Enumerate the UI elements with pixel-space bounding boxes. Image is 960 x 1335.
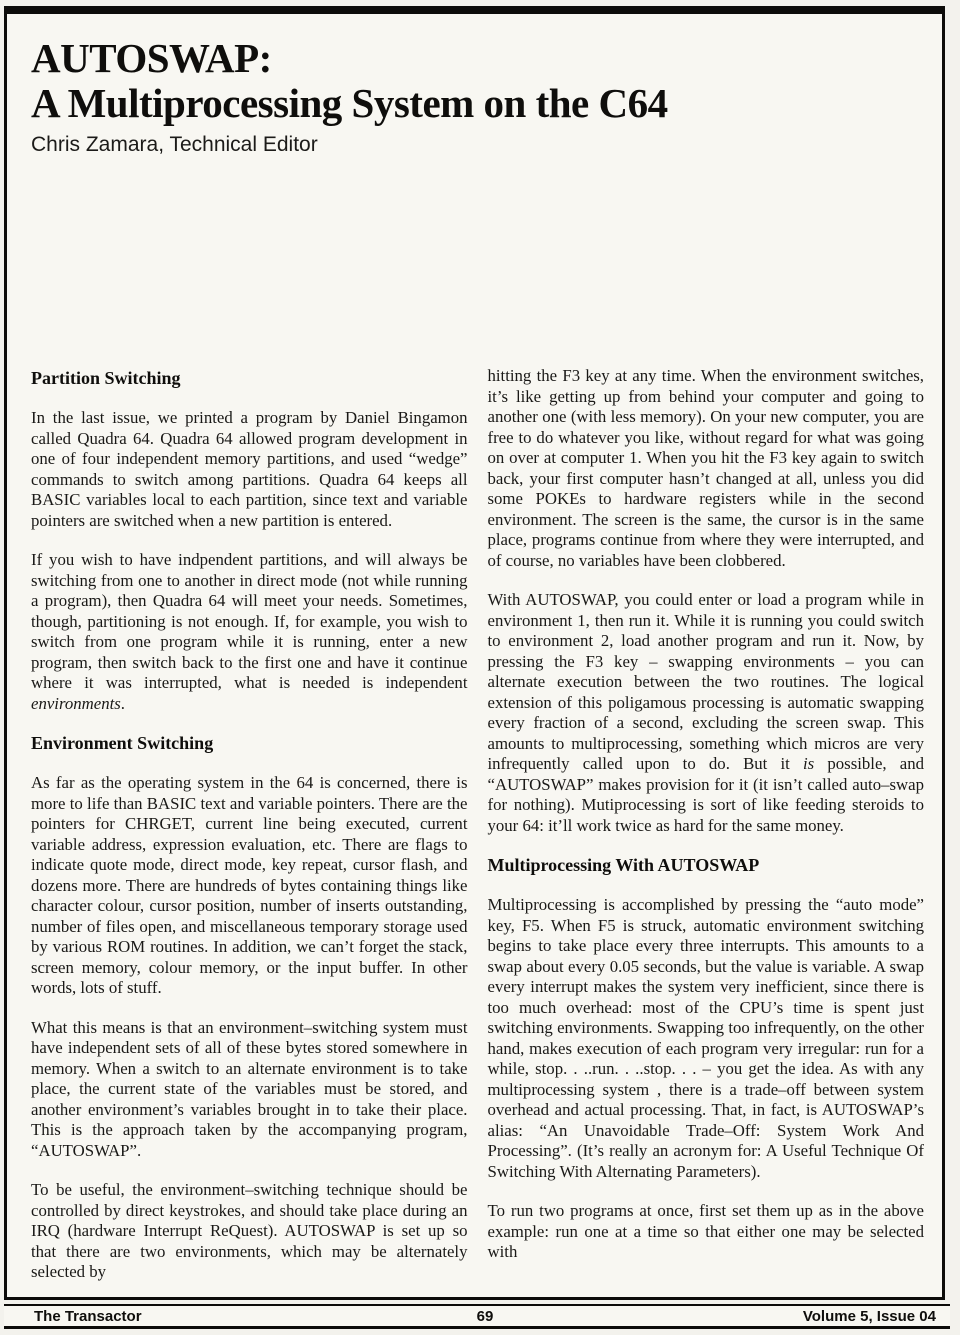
footer-volume-issue: Volume 5, Issue 04 bbox=[802, 1307, 936, 1325]
paragraph-auto-mode: Multiprocessing is accomplished by pressing the “auto mode” key, F5. When F5 is struck, automatic environment switching begins to take place every three interrupts. This amounts to a swap about every 0.05 seconds, but the value is variable. A swap every interrupt makes the system very inefficient, since there is too much overhead: most of the CPU’s time is spent just switching environments. Swapping too infrequently, on the other hand, makes execution of each program very irregular: run for a while, stop. . ..run. . ..stop. . . – you get the idea. As with any multiprocessing system , there is a trade–off between system overhead and actual processing. That, in fact, is AUTOSWAP’s alias: “An Unavoidable Trade–Off: System Work And Processing”. (It’s really an acronym for: A Useful Technique Of Switching With Alternating Parameters). bbox=[487, 895, 924, 1181]
paragraph-switching-system: What this means is that an environment–switching system must have independent sets of all of these bytes stored somewhere in memory. When a switch to an alternate environment is to take place, the current state of the variables must be stored, and another environment’s variables brought in to take their place. This is the approach taken by the accompanying program, “AUTOSWAP”. bbox=[31, 1017, 468, 1160]
article-title-line1: AUTOSWAP: bbox=[31, 35, 272, 81]
section-heading-partition-switching: Partition Switching bbox=[31, 368, 181, 388]
italic-word-environments: environments bbox=[31, 693, 121, 713]
article-header bbox=[31, 36, 911, 157]
paragraph-f3-key: hitting the F3 key at any time. When the environment switches, it’s like getting up from behind your computer and going to another one (with less memory). On your new computer, you are free to do whatever you like, without regard for what was going on over at computer 1. When you hit the F3 key again to switch back, your first computer hasn’t changed at all, unless you did some POKEs to hardware registers while in the second environment. The screen is the same, the cursor is in the same place, programs continue from where they were interrupted, and of course, no variables have been clobbered. bbox=[487, 366, 924, 570]
page-footer bbox=[4, 1304, 950, 1329]
paragraph-irq-keystrokes: To be useful, the environment–switching technique should be controlled by direct keystrokes, and should take place during an IRQ (hardware Interrupt ReQuest). AUTOSWAP is set up so that there are two environments, which may be alternately selected by bbox=[31, 1180, 468, 1281]
paragraph-quadra-intro: In the last issue, we printed a program by Daniel Bingamon called Quadra 64. Quadra 64 allowed program development in one of four independent memory partitions, and used “wedge” commands to switch among partitions. Quadra 64 keeps all BASIC variables local to each partition, since text and variable pointers are switched when a new partition is entered. bbox=[31, 408, 468, 530]
paragraph-text: With AUTOSWAP, you could enter or load a program while in environment 1, then run it. While it is running you could switch to environment 2, load another program and run it. Now, by pressing the F3 key – swapping environments – you can alternate execution between the two routines. The logical extension of this poligamous processing is automatic swapping every fraction of a second, excluding the screen swap. This amounts to multiprocessing, something which micros are very infrequently called upon to do. But it bbox=[487, 590, 924, 773]
italic-word-is: is bbox=[803, 754, 815, 773]
footer-magazine-name: The Transactor bbox=[34, 1307, 142, 1325]
paragraph-text: possible, and “AUTOSWAP” makes provision for it (it isn’t called auto–swap for nothing). Mutiprocessing is sort of like feeding steroids to your 64: it’ll work twice as hard for the same money. bbox=[487, 754, 924, 835]
page-border bbox=[4, 6, 945, 1300]
paragraph-text: . bbox=[120, 693, 125, 713]
article-body bbox=[31, 366, 924, 1302]
right-column bbox=[488, 366, 925, 1302]
section-heading-multiprocessing: Multiprocessing With AUTOSWAP bbox=[487, 855, 760, 875]
section-heading-environment-switching: Environment Switching bbox=[31, 733, 214, 753]
paragraph-alternate-execution bbox=[488, 590, 925, 836]
paragraph-run-two-programs: To run two programs at once, first set them up as in the above example: run one at a time so that either one may be selected with bbox=[487, 1201, 924, 1261]
left-column bbox=[31, 366, 468, 1302]
footer-page-number: 69 bbox=[476, 1307, 494, 1325]
article-title-line2: A Multiprocessing System on the C64 bbox=[31, 80, 668, 127]
paragraph-text: If you wish to have indpendent partitions, and will always be switching from one to another in direct mode (not while running a program), then Quadra 64 will meet your needs. Sometimes, though, partitioning is not enough. If, for example, you wish to switch from one program while it is running, enter a new program, then switch back to the first one and have it continue where it was interrupted, what is needed is independent bbox=[31, 550, 468, 692]
paragraph-os-state: As far as the operating system in the 64 is concerned, there is more to life than BASIC text and variable pointers. There are the pointers for CHRGET, current line being executed, current variable address, expression evaluation, etc. There are flags to indicate quote mode, direct mode, key repeat, cursor flash, and dozens more. There are hundreds of bytes containing things like character colour, cursor position, number of inserts outstanding, number of files open, and miscellaneous temporary storage used by various ROM routines. In addition, we can’t forget the stack, screen memory, colour memory, or the input buffer. In other words, lots of stuff. bbox=[31, 773, 468, 997]
paragraph-independent-environments bbox=[31, 550, 468, 714]
byline: Chris Zamara, Technical Editor bbox=[31, 133, 318, 157]
